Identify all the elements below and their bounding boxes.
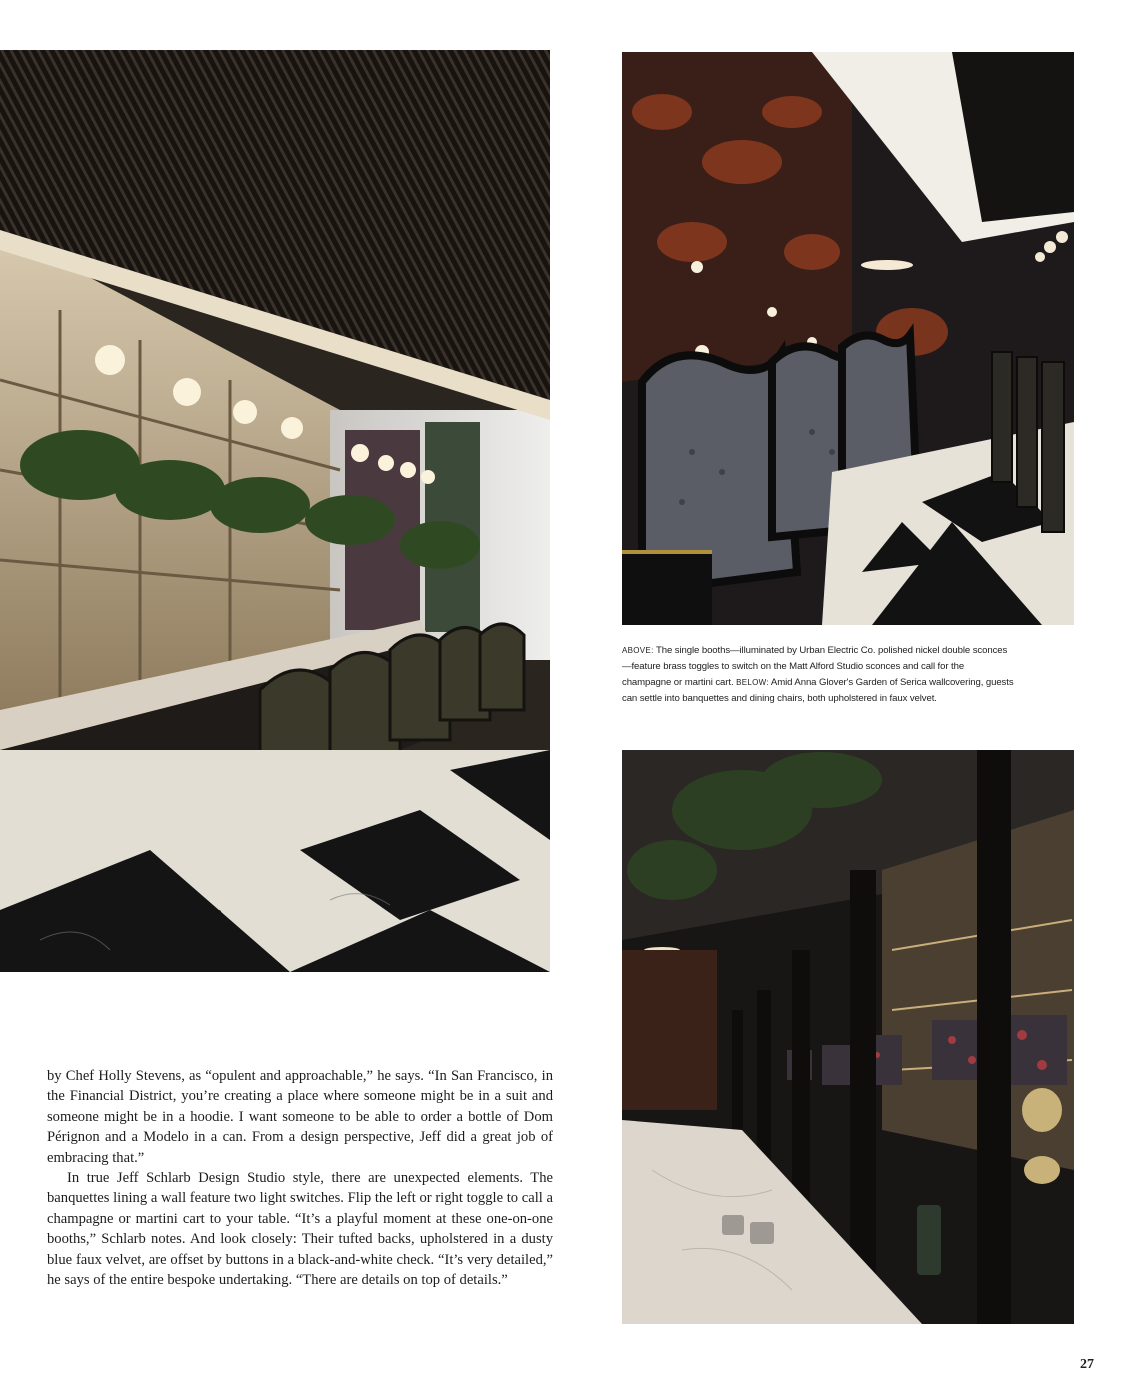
- bar-interior-illustration: [0, 50, 550, 972]
- caption-above-label: ABOVE:: [622, 646, 654, 655]
- article-body: [47, 1066, 553, 1290]
- caption-below-text: Amid Anna Glover's Garden of Serica wallcovering, guests can settle into banquettes and dining chairs, both upholstered in faux velvet.: [622, 677, 1014, 704]
- bar-columns-illustration: [622, 750, 1074, 1324]
- caption-below-label: BELOW:: [736, 678, 769, 687]
- caption-above-text: The single booths—illuminated by Urban Electric Co. polished nickel double sconces—feature brass toggles to switch on the Matt Alford Studio sconces and call for the champagne or martini cart.: [622, 645, 1008, 688]
- photo-bar-interior: [0, 50, 550, 972]
- photo-caption: [622, 643, 1014, 707]
- page-number: 27: [1080, 1357, 1094, 1372]
- photo-booths: [622, 52, 1074, 625]
- body-paragraph-2: In true Jeff Schlarb Design Studio style, there are unexpected elements. The banquettes lining a wall feature two light switches. Flip the left or right toggle to call a champagne or martini cart to your table. “It’s a playful moment at these one-on-one booths,” Schlarb notes. And look closely: Their tufted backs, upholstered in a dusty blue faux velvet, are offset by buttons in a black-and-white check. “It’s very detailed,” he says of the entire bespoke undertaking. “There are details on top of details.”: [47, 1170, 553, 1289]
- body-paragraph-1: by Chef Holly Stevens, as “opulent and approachable,” he says. “In San Francisco, in the Financial District, you’re creating a place where someone might be in a suit and someone might be in a hoodie. I want someone to be able to order a bottle of Dom Pérignon and a Modelo in a can. From a design perspective, Jeff did a great job of embracing that.”: [47, 1068, 553, 1166]
- booths-illustration: [622, 52, 1074, 625]
- photo-bar-columns: [622, 750, 1074, 1324]
